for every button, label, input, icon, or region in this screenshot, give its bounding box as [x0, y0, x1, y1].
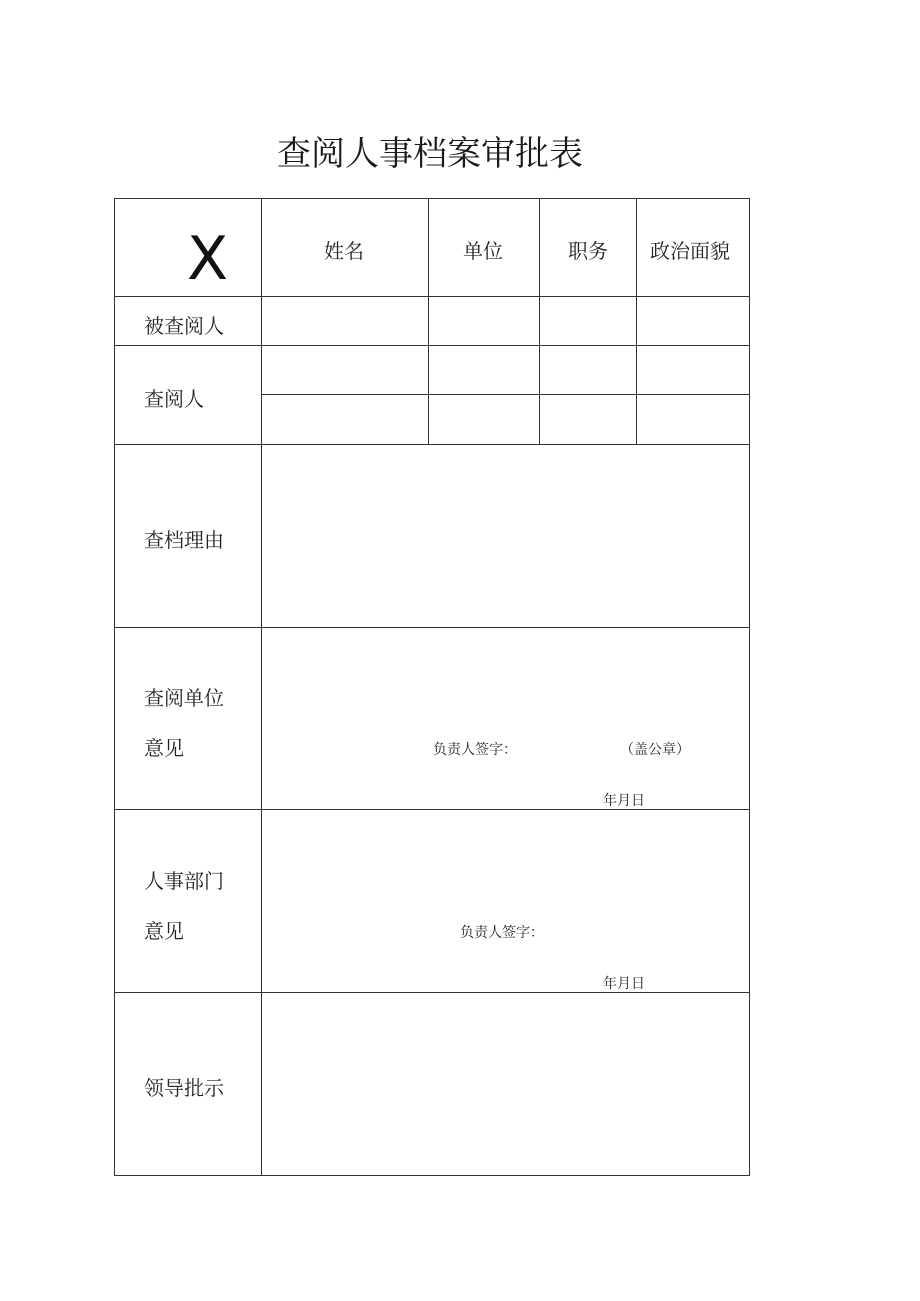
table-divider [114, 296, 749, 297]
corner-x-mark: X [187, 224, 229, 294]
row-label-subject: 被查阅人 [144, 314, 224, 338]
table-divider [114, 627, 749, 628]
hr-date-label: 年月日 [603, 976, 645, 992]
unit-seal-label: （盖公章） [620, 742, 690, 758]
row-label-reader: 查阅人 [144, 387, 204, 411]
table-divider [539, 198, 540, 444]
unit-date-label: 年月日 [603, 793, 645, 809]
table-divider [114, 444, 749, 445]
header-position: 职务 [568, 239, 608, 263]
table-divider [428, 198, 429, 444]
page-title: 查阅人事档案审批表 [277, 134, 583, 174]
header-political-status: 政治面貌 [650, 239, 730, 263]
table-divider [114, 809, 749, 810]
row-label-unit-opinion-2: 意见 [144, 736, 184, 760]
table-divider [261, 394, 749, 395]
header-unit: 单位 [463, 239, 503, 263]
header-name: 姓名 [324, 239, 364, 263]
row-label-hr-opinion: 人事部门 [144, 869, 224, 893]
table-divider [114, 992, 749, 993]
row-label-unit-opinion: 查阅单位 [144, 686, 224, 710]
row-label-hr-opinion-2: 意见 [144, 919, 184, 943]
hr-signature-label: 负责人签字： [460, 925, 544, 941]
table-divider [636, 198, 637, 444]
row-label-reason: 查档理由 [144, 528, 224, 552]
row-label-leader: 领导批示 [144, 1076, 224, 1100]
unit-signature-label: 负责人签字： [433, 742, 517, 758]
table-divider [114, 345, 749, 346]
